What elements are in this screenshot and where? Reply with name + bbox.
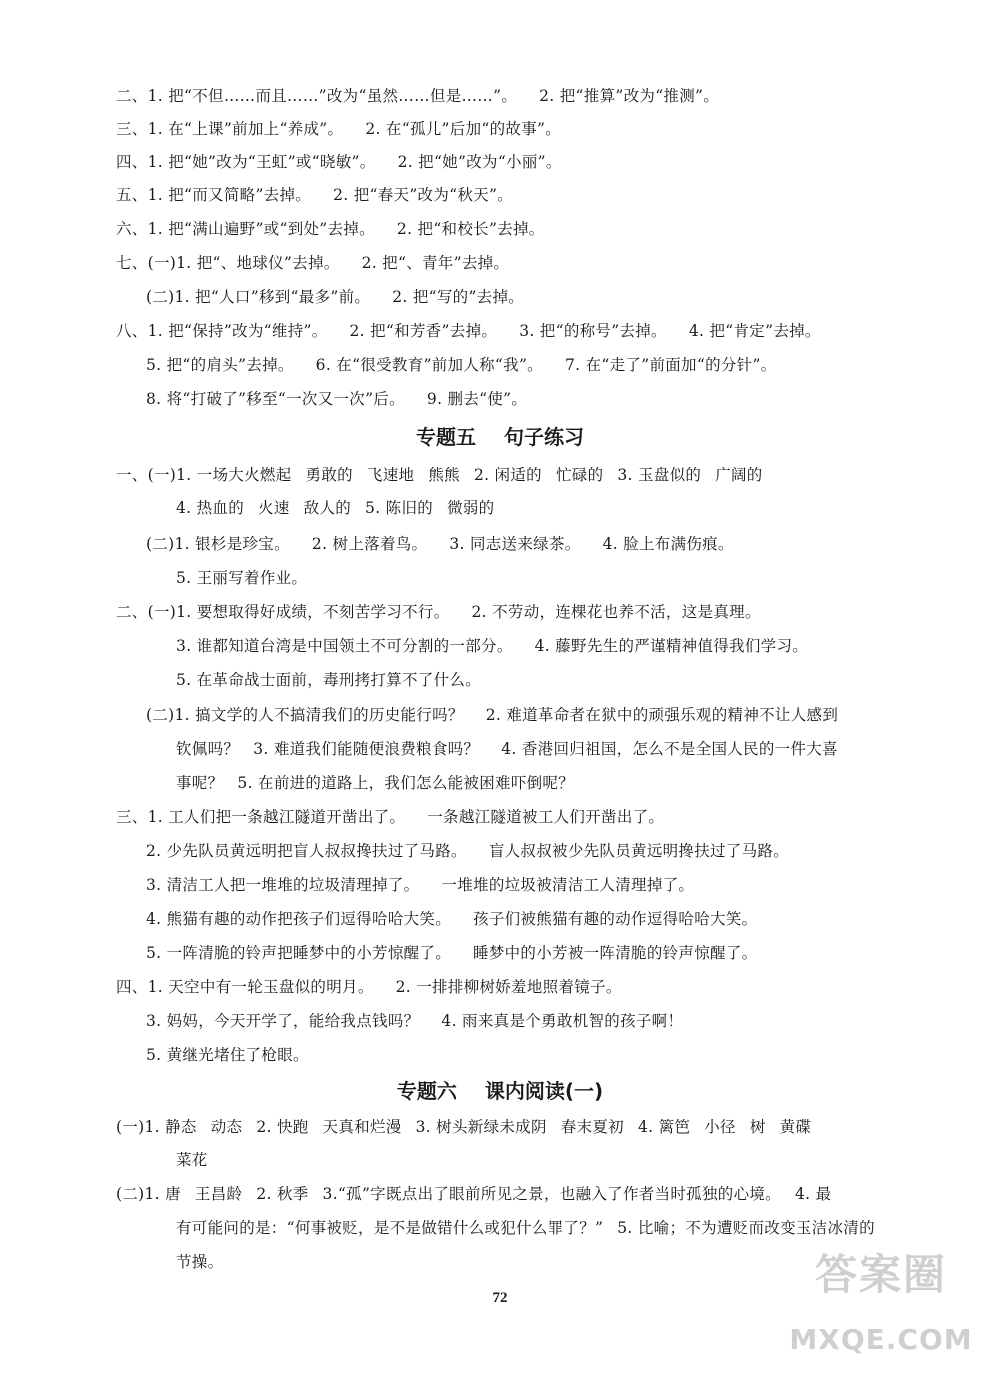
answer-line [116,119,561,139]
answer-line [116,185,513,205]
answer-item: 钦佩吗？ [176,740,240,758]
answer-line [116,465,763,485]
answer-line [176,739,838,759]
answer-item: 节操。 [176,1253,224,1271]
answer-item: 3. 把“的称号”去掉。 [519,322,667,340]
heading-title: 句子练习 [504,425,584,449]
page-number: 72 [492,1290,508,1306]
answer-item: 事呢？ [176,774,224,792]
answer-item: 5. 一阵清脆的铃声把睡梦中的小芳惊醒了。 [146,944,452,962]
answer-item: 2. 秋季 [256,1185,309,1203]
answer-line [146,875,694,895]
answer-item: 勇敢的 [305,466,353,484]
answer-item: 有可能问的是：“何事被贬，是不是做错什么或犯什么罪了？” [176,1219,604,1237]
answer-item: 微弱的 [447,499,495,517]
answer-item: 黄碟 [779,1118,812,1136]
answer-item: 4. 熊猫有趣的动作把孩子们逗得哈哈大笑。 [146,910,452,928]
answer-item: 2. 把“、青年”去掉。 [361,254,510,272]
answer-item: 一堆堆的垃圾被清洁工人清理掉了。 [441,876,695,894]
answer-line [116,152,562,172]
answer-item: 4. 藤野先生的严谨精神值得我们学习。 [534,637,809,655]
answer-item: 一条越江隧道被工人们开凿出了。 [427,808,665,826]
answer-item: 飞速地 [366,466,415,484]
answer-item: 2. 少先队员黄远明把盲人叔叔搀扶过了马路。 [146,842,467,860]
answer-item: 树 [749,1118,766,1136]
answer-item: (二)1. 把“人口”移到“最多”前。 [146,288,371,306]
answer-line [146,355,777,375]
answer-item: 5. 陈旧的 [365,499,434,517]
watermark-logo [788,1238,974,1356]
answer-item: 天真和烂漫 [322,1118,402,1136]
answer-line [176,636,808,656]
answer-item: 菜花 [176,1151,208,1169]
answer-item: 六、1. 把“满山遍野”或“到处”去掉。 [116,220,375,238]
answer-item: 孩子们被熊猫有趣的动作逗得哈哈大笑。 [473,910,758,928]
answer-item: 2. 把“推算”改为“推测”。 [539,87,720,105]
answer-line [146,534,734,554]
answer-item: 熊熊 [428,466,460,484]
answer-item: 七、(一)1. 把“、地球仪”去掉。 [116,254,340,272]
answer-line [176,1252,223,1272]
answer-line [116,977,622,997]
answer-item: 八、1. 把“保持”改为“维持”。 [116,322,328,340]
answer-item: 2. 把“和校长”去掉。 [396,220,545,238]
answer-item: 小径 [704,1118,736,1136]
answer-line [176,773,574,793]
answer-item: 8. 将“打破了”移至“一次又一次”后。 [146,390,405,408]
heading-prefix: 专题五 [416,425,476,449]
answer-item: 四、1. 把“她”改为“王虹”或“晓敏”。 [116,153,376,171]
answer-line [116,321,821,341]
answer-line [146,287,524,307]
answer-item: (一)1. 静态 [116,1118,197,1136]
answer-line [116,1117,811,1137]
answer-item: 3. 清洁工人把一堆堆的垃圾清理掉了。 [146,876,420,894]
answer-item: (二)1. 银杉是珍宝。 [146,535,290,553]
answer-line [116,219,545,239]
answer-line [146,389,527,409]
heading-title: 课内阅读(一) [484,1079,604,1103]
answer-item: 2. 闲适的 [473,466,542,484]
answer-item: 2. 不劳动，连棵花也养不活，这是真理。 [471,603,761,621]
answer-item: 5. 在革命战士面前，毒刑拷打算不了什么。 [176,671,482,689]
answer-item: 2. 把“和芳香”去掉。 [349,322,498,340]
answer-line [116,602,761,622]
answer-item: 二、1. 把“不但……而且……”改为“虽然……但是……”。 [116,87,518,105]
answer-item: 二、(一)1. 要想取得好成绩，不刻苦学习不行。 [116,603,450,621]
section-heading [0,1078,1000,1104]
answer-line [146,909,757,929]
watermark-title: 答案圈 [814,1250,947,1299]
answer-line [146,841,789,861]
answer-item: (二)1. 唐 [116,1185,181,1203]
answer-item: 火速 [258,499,290,517]
answer-item: 3.“孤”字既点出了眼前所见之景，也融入了作者当时孤独的心境。 [322,1185,781,1203]
answer-item: 五、1. 把“而又简略”去掉。 [116,186,312,204]
answer-item: 2. 把“春天”改为“秋天”。 [333,186,513,204]
answer-item: 7. 在“走了”前面加“的分针”。 [564,356,777,374]
answer-line [116,86,719,106]
answer-item: 春末夏初 [560,1118,624,1136]
answer-item: 6. 在“很受教育”前加人称“我”。 [315,356,543,374]
answer-item: 9. 删去“使”。 [426,390,528,408]
heading-prefix: 专题六 [396,1079,457,1103]
answer-item: 2. 一排排柳树娇羞地照着镜子。 [395,978,622,996]
answer-item: 5. 在前进的道路上，我们怎么能被困难吓倒呢？ [237,774,575,792]
answer-line [146,1011,683,1031]
answer-item: 5. 比喻；不为遭贬而改变玉洁冰清的 [617,1219,875,1237]
answer-item: 5. 王丽写着作业。 [176,569,308,587]
answer-item: 王昌龄 [194,1185,243,1203]
answer-item: 5. 黄继光堵住了枪眼。 [146,1046,309,1064]
answer-item: 一、(一)1. 一场大火燃起 [116,466,292,484]
watermark-url: MXQE.COM [789,1323,973,1356]
answer-line [116,253,509,273]
answer-item: 4. 脸上布满伤痕。 [602,535,734,553]
answer-item: 3. 同志送来绿茶。 [449,535,581,553]
answer-line [116,807,664,827]
answer-item: 2. 把“她”改为“小丽”。 [397,153,562,171]
answer-item: 睡梦中的小芳被一阵清脆的铃声惊醒了。 [473,944,758,962]
answer-item: 三、1. 在“上课”前加上“养成”。 [116,120,344,138]
answer-line [176,1218,875,1238]
answer-item: 敌人的 [303,499,352,517]
answer-line [146,1045,309,1065]
answer-item: (二)1. 搞文学的人不搞清我们的历史能行吗？ [146,706,464,724]
answer-item: 2. 快跑 [256,1118,309,1136]
section-heading [0,424,1000,450]
answer-item: 3. 妈妈，今天开学了，能给我点钱吗？ [146,1012,420,1030]
answer-item: 3. 树头新绿未成阴 [415,1118,547,1136]
answer-line [176,568,307,588]
answer-item: 5. 把“的肩头”去掉。 [146,356,294,374]
answer-item: 4. 热血的 [176,499,245,517]
answer-item: 盲人叔叔被少先队员黄远明搀扶过了马路。 [488,842,790,860]
answer-item: 3. 难道我们能随便浪费粮食吗？ [253,740,480,758]
answer-item: 四、1. 天空中有一轮玉盘似的明月。 [116,978,374,996]
answer-item: 3. 谁都知道台湾是中国领土不可分割的一部分。 [176,637,513,655]
answer-item: 2. 难道革命者在狱中的顽强乐观的精神不让人感到 [485,706,839,724]
answer-line [176,498,494,518]
answer-line [146,943,757,963]
answer-item: 2. 把“写的”去掉。 [392,288,525,306]
answer-item: 4. 最 [795,1185,832,1203]
answer-item: 3. 玉盘似的 [617,466,702,484]
answer-line [116,1184,831,1204]
answer-line [176,1150,208,1170]
answer-item: 4. 香港回归祖国，怎么不是全国人民的一件大喜 [501,740,838,758]
answer-item: 4. 雨来真是个勇敢机智的孩子啊！ [441,1012,684,1030]
answer-item: 三、1. 工人们把一条越江隧道开凿出了。 [116,808,406,826]
answer-item: 动态 [210,1118,243,1136]
answer-item: 广阔的 [715,466,763,484]
answer-line [176,670,481,690]
answer-item: 忙碌的 [555,466,604,484]
answer-item: 4. 篱笆 [637,1118,691,1136]
answer-item: 2. 在“孤儿”后加“的故事”。 [365,120,562,138]
answer-item: 2. 树上落着鸟。 [311,535,428,553]
answer-item: 4. 把“肯定”去掉。 [688,322,821,340]
answer-line [146,705,838,725]
